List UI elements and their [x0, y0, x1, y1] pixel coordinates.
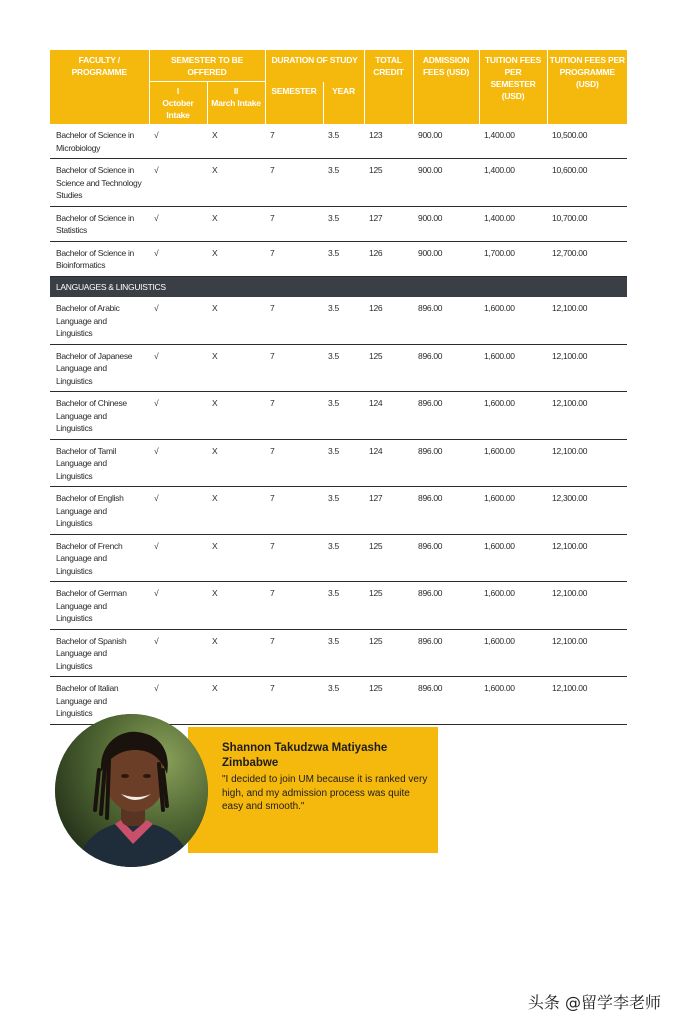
- intake-march-mark: X: [207, 629, 265, 677]
- total-credit: 127: [364, 206, 413, 241]
- semester-count: 7: [265, 241, 323, 276]
- intake-march-mark: X: [207, 392, 265, 440]
- semester-count: 7: [265, 582, 323, 630]
- fees-table: [50, 50, 627, 725]
- intake-october-mark: √: [149, 206, 207, 241]
- intake-march-mark: X: [207, 677, 265, 725]
- tuition-per-semester: 1,600.00: [479, 487, 547, 535]
- year-count: 3.5: [323, 241, 364, 276]
- year-count: 3.5: [323, 439, 364, 487]
- programme-name: Bachelor of Science in Microbiology: [50, 124, 149, 159]
- header-intake-1-num: I: [176, 86, 180, 96]
- semester-count: 7: [265, 159, 323, 207]
- semester-count: 7: [265, 487, 323, 535]
- total-credit: 126: [364, 297, 413, 344]
- tuition-per-semester: 1,600.00: [479, 392, 547, 440]
- intake-october-mark: √: [149, 487, 207, 535]
- year-count: 3.5: [323, 124, 364, 159]
- intake-march-mark: X: [207, 206, 265, 241]
- student-country: Zimbabwe: [222, 757, 279, 769]
- header-duration: DURATION OF STUDY: [265, 50, 364, 82]
- tuition-per-programme: 12,300.00: [547, 487, 627, 535]
- tuition-per-semester: 1,600.00: [479, 629, 547, 677]
- tuition-per-semester: 1,600.00: [479, 439, 547, 487]
- section-header-row: [50, 276, 627, 297]
- intake-october-mark: √: [149, 534, 207, 582]
- total-credit: 123: [364, 124, 413, 159]
- intake-october-mark: √: [149, 582, 207, 630]
- intake-march-mark: X: [207, 439, 265, 487]
- year-count: 3.5: [323, 487, 364, 535]
- admission-fee: 896.00: [413, 439, 479, 487]
- intake-october-mark: √: [149, 629, 207, 677]
- tuition-per-semester: 1,600.00: [479, 297, 547, 344]
- programme-name: Bachelor of Science in Bioinformatics: [50, 241, 149, 276]
- semester-count: 7: [265, 206, 323, 241]
- intake-october-mark: √: [149, 159, 207, 207]
- semester-count: 7: [265, 392, 323, 440]
- programme-name: Bachelor of Science in Statistics: [50, 206, 149, 241]
- table-row: [50, 629, 627, 677]
- total-credit: 126: [364, 241, 413, 276]
- tuition-per-programme: 12,100.00: [547, 439, 627, 487]
- student-name: Shannon Takudzwa Matiyashe: [222, 742, 388, 754]
- semester-count: 7: [265, 344, 323, 392]
- year-count: 3.5: [323, 206, 364, 241]
- admission-fee: 896.00: [413, 344, 479, 392]
- intake-march-mark: X: [207, 487, 265, 535]
- total-credit: 125: [364, 344, 413, 392]
- intake-march-mark: X: [207, 241, 265, 276]
- programme-name: Bachelor of Tamil Language and Linguistics: [50, 439, 149, 487]
- total-credit: 125: [364, 582, 413, 630]
- intake-october-mark: √: [149, 344, 207, 392]
- total-credit: 125: [364, 629, 413, 677]
- programme-name: Bachelor of Chinese Language and Linguistics: [50, 392, 149, 440]
- programme-name: Bachelor of English Language and Linguistics: [50, 487, 149, 535]
- total-credit: 124: [364, 439, 413, 487]
- total-credit: 127: [364, 487, 413, 535]
- intake-march-mark: X: [207, 582, 265, 630]
- tuition-per-programme: 12,100.00: [547, 677, 627, 725]
- admission-fee: 896.00: [413, 534, 479, 582]
- year-count: 3.5: [323, 297, 364, 344]
- section-languages-label: LANGUAGES & LINGUISTICS: [50, 276, 627, 297]
- programme-name: Bachelor of Science in Science and Technology Studies: [50, 159, 149, 207]
- admission-fee: 896.00: [413, 487, 479, 535]
- table-row: [50, 534, 627, 582]
- intake-october-mark: √: [149, 241, 207, 276]
- intake-october-mark: √: [149, 439, 207, 487]
- languages-rows: [50, 297, 627, 724]
- table-row: [50, 487, 627, 535]
- student-photo: [55, 714, 208, 867]
- tuition-per-programme: 12,100.00: [547, 392, 627, 440]
- admission-fee: 896.00: [413, 629, 479, 677]
- tuition-per-semester: 1,400.00: [479, 159, 547, 207]
- table-row: [50, 344, 627, 392]
- programme-name: Bachelor of French Language and Linguistics: [50, 534, 149, 582]
- admission-fee: 900.00: [413, 159, 479, 207]
- student-quote: "I decided to join UM because it is ranked very high, and my admission process was quite easy and smooth.": [222, 774, 428, 812]
- semester-count: 7: [265, 439, 323, 487]
- admission-fee: 896.00: [413, 297, 479, 344]
- admission-fee: 896.00: [413, 392, 479, 440]
- programme-name: Bachelor of Japanese Language and Linguistics: [50, 344, 149, 392]
- year-count: 3.5: [323, 582, 364, 630]
- intake-october-mark: √: [149, 297, 207, 344]
- year-count: 3.5: [323, 159, 364, 207]
- table-row: [50, 124, 627, 159]
- year-count: 3.5: [323, 392, 364, 440]
- table-row: [50, 206, 627, 241]
- header-intake-2-num: II: [233, 86, 239, 96]
- tuition-per-semester: 1,600.00: [479, 582, 547, 630]
- tuition-per-semester: 1,600.00: [479, 344, 547, 392]
- header-intake-2-label: March Intake: [211, 98, 261, 108]
- tuition-per-programme: 12,100.00: [547, 344, 627, 392]
- programme-name: Bachelor of Arabic Language and Linguistics: [50, 297, 149, 344]
- year-count: 3.5: [323, 629, 364, 677]
- tuition-per-programme: 12,100.00: [547, 629, 627, 677]
- table-row: [50, 439, 627, 487]
- science-rows: [50, 124, 627, 276]
- tuition-per-semester: 1,400.00: [479, 206, 547, 241]
- header-total-credit: TOTAL CREDIT: [364, 50, 413, 124]
- table-row: [50, 392, 627, 440]
- table-row: [50, 582, 627, 630]
- watermark: 头条 @留学李老师: [527, 993, 661, 1012]
- header-semester-offered: SEMESTER TO BE OFFERED: [149, 50, 265, 82]
- header-intake-march: [207, 82, 265, 125]
- tuition-per-programme: 12,100.00: [547, 582, 627, 630]
- tuition-per-programme: 10,700.00: [547, 206, 627, 241]
- intake-march-mark: X: [207, 534, 265, 582]
- admission-fee: 900.00: [413, 124, 479, 159]
- admission-fee: 900.00: [413, 206, 479, 241]
- intake-march-mark: X: [207, 159, 265, 207]
- admission-fee: 900.00: [413, 241, 479, 276]
- programme-name: Bachelor of German Language and Linguistics: [50, 582, 149, 630]
- semester-count: 7: [265, 629, 323, 677]
- total-credit: 124: [364, 392, 413, 440]
- header-year: YEAR: [323, 82, 364, 125]
- tuition-per-semester: 1,400.00: [479, 124, 547, 159]
- intake-october-mark: √: [149, 124, 207, 159]
- programme-name: Bachelor of Spanish Language and Linguistics: [50, 629, 149, 677]
- tuition-per-programme: 10,600.00: [547, 159, 627, 207]
- table-row: [50, 241, 627, 276]
- admission-fee: 896.00: [413, 677, 479, 725]
- header-intake-october: [149, 82, 207, 125]
- intake-october-mark: √: [149, 677, 207, 725]
- header-tuition-programme: TUITION FEES PER PROGRAMME (USD): [547, 50, 627, 124]
- tuition-per-programme: 12,100.00: [547, 297, 627, 344]
- semester-count: 7: [265, 677, 323, 725]
- tuition-per-semester: 1,600.00: [479, 677, 547, 725]
- tuition-per-semester: 1,600.00: [479, 534, 547, 582]
- tuition-per-programme: 10,500.00: [547, 124, 627, 159]
- year-count: 3.5: [323, 534, 364, 582]
- year-count: 3.5: [323, 677, 364, 725]
- header-tuition-semester: TUITION FEES PER SEMESTER (USD): [479, 50, 547, 124]
- header-faculty: FACULTY / PROGRAMME: [50, 50, 149, 124]
- table-row: [50, 297, 627, 344]
- intake-march-mark: X: [207, 297, 265, 344]
- languages-section: [50, 276, 627, 297]
- intake-march-mark: X: [207, 344, 265, 392]
- intake-march-mark: X: [207, 124, 265, 159]
- tuition-per-programme: 12,100.00: [547, 534, 627, 582]
- header-intake-1-label: October Intake: [162, 98, 194, 120]
- table-row: [50, 159, 627, 207]
- intake-october-mark: √: [149, 392, 207, 440]
- admission-fee: 896.00: [413, 582, 479, 630]
- total-credit: 125: [364, 159, 413, 207]
- total-credit: 125: [364, 677, 413, 725]
- header-semester: SEMESTER: [265, 82, 323, 125]
- semester-count: 7: [265, 297, 323, 344]
- student-portrait-illustration: [55, 714, 208, 867]
- programme-name: Bachelor of Italian Language and Linguistics: [50, 677, 149, 725]
- semester-count: 7: [265, 124, 323, 159]
- testimonial-box: [188, 727, 438, 853]
- total-credit: 125: [364, 534, 413, 582]
- year-count: 3.5: [323, 344, 364, 392]
- tuition-per-semester: 1,700.00: [479, 241, 547, 276]
- testimonial-text: [222, 741, 428, 814]
- semester-count: 7: [265, 534, 323, 582]
- tuition-per-programme: 12,700.00: [547, 241, 627, 276]
- header-admission-fees: ADMISSION FEES (USD): [413, 50, 479, 124]
